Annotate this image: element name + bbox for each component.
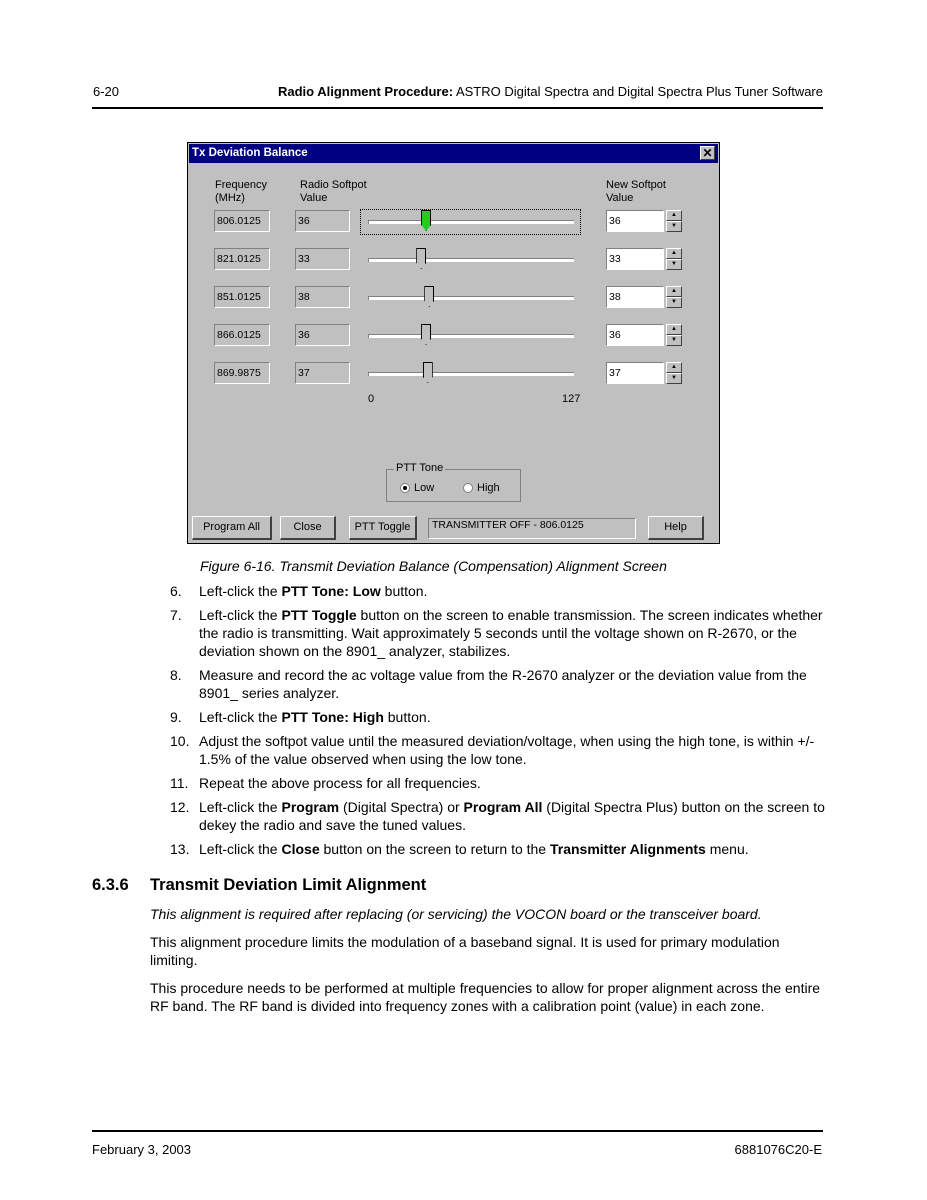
step-item (170, 798, 830, 834)
radio-softpot-field: 36 (295, 210, 350, 232)
step-fragment: Measure and record the ac voltage value from the R-2670 analyzer or the deviation value from the 8901_ series analyzer. (199, 667, 807, 701)
step-item (170, 666, 830, 702)
step-fragment: Adjust the softpot value until the measured deviation/voltage, when using the high tone, is within +/- 1.5% of the value observed when using the low tone. (199, 733, 815, 767)
step-item (170, 606, 830, 660)
softpot-slider-thumb[interactable] (416, 248, 426, 269)
radio-softpot-field: 36 (295, 324, 350, 346)
step-number: 8. (170, 667, 182, 683)
softpot-slider-thumb[interactable] (421, 324, 431, 345)
softpot-slider-track[interactable] (368, 258, 574, 262)
step-number: 7. (170, 607, 182, 623)
softpot-slider-track[interactable] (368, 372, 574, 376)
step-emphasis: PTT Tone: Low (281, 583, 381, 599)
spin-down-icon[interactable]: ▼ (666, 221, 682, 232)
ptt-tone-high-label[interactable]: High (477, 482, 500, 494)
frequency-field: 869.9875 (214, 362, 270, 384)
frequency-field: 821.0125 (214, 248, 270, 270)
step-fragment: Left-click the (199, 799, 282, 815)
spin-down-icon[interactable]: ▼ (666, 259, 682, 270)
frequency-header-line1: Frequency (215, 179, 267, 191)
spin-up-icon[interactable]: ▲ (666, 324, 682, 335)
section-heading (92, 876, 426, 895)
softpot-slider-track[interactable] (368, 296, 574, 300)
radio-softpot-field: 33 (295, 248, 350, 270)
frequency-field: 851.0125 (214, 286, 270, 308)
footer-date: February 3, 2003 (92, 1142, 192, 1157)
step-fragment: Left-click the (199, 607, 282, 623)
new-softpot-header-line1: New Softpot (606, 179, 666, 191)
new-softpot-input[interactable]: 37 (606, 362, 664, 384)
step-fragment: Left-click the (199, 841, 282, 857)
radio-softpot-header (300, 179, 367, 205)
new-softpot-header-line2: Value (606, 192, 634, 204)
radio-softpot-header-line1: Radio Softpot (300, 179, 367, 191)
step-text (199, 840, 830, 858)
frequency-field: 806.0125 (214, 210, 270, 232)
dialog-title: Tx Deviation Balance (192, 147, 308, 159)
step-text (199, 798, 830, 834)
running-header-bold: Radio Alignment Procedure: (278, 84, 454, 99)
step-number: 11. (170, 775, 189, 791)
step-item (170, 732, 830, 768)
step-item (170, 708, 830, 726)
section-paragraph: This procedure needs to be performed at multiple frequencies to allow for proper alignment across the entire RF band. The RF band is divided into frequency zones with a calibration point (value) in each zone. (150, 980, 821, 1014)
step-emphasis: Transmitter Alignments (549, 841, 706, 857)
slider-max-label: 127 (562, 393, 581, 405)
softpot-spinner[interactable] (666, 324, 682, 346)
step-fragment: button. (383, 709, 431, 725)
step-text (199, 606, 830, 660)
step-emphasis: Program All (463, 799, 543, 815)
softpot-slider-thumb[interactable] (424, 286, 434, 307)
step-number: 9. (170, 709, 182, 725)
spin-up-icon[interactable]: ▲ (666, 248, 682, 259)
radio-softpot-header-line2: Value (300, 192, 328, 204)
dialog-titlebar[interactable] (189, 144, 718, 163)
close-icon[interactable]: ✕ (700, 146, 715, 160)
step-emphasis: Program (281, 799, 340, 815)
step-fragment: (Digital Spectra) or (339, 799, 464, 815)
figure-caption: Figure 6-16. Transmit Deviation Balance (Compensation) Alignment Screen (200, 558, 667, 574)
step-fragment: button on the screen to return to the (319, 841, 550, 857)
spin-down-icon[interactable]: ▼ (666, 373, 682, 384)
section-note: This alignment is required after replacing (or servicing) the VOCON board or the transceiver board. (150, 906, 762, 922)
step-fragment: Left-click the (199, 709, 282, 725)
step-emphasis: PTT Toggle (281, 607, 357, 623)
tx-deviation-balance-dialog (187, 142, 720, 544)
step-text (199, 666, 830, 702)
step-fragment: Repeat the above process for all frequencies. (199, 775, 481, 791)
ptt-tone-low-label[interactable]: Low (414, 482, 435, 494)
slider-min-label: 0 (368, 393, 375, 405)
step-fragment: button on the screen to enable transmission. The screen indicates whether the radio is transmitting. Wait approximately 5 seconds until the voltage shown on R-2670, or the deviation shown on the 8901_ analyzer, stabilizes. (199, 607, 823, 659)
header-rule (92, 107, 823, 109)
help-button[interactable]: Help (648, 516, 704, 540)
step-emphasis: Close (281, 841, 320, 857)
step-fragment: (Digital Spectra Plus) button on the screen to dekey the radio and save the tuned values. (199, 799, 825, 833)
step-item (170, 582, 830, 600)
softpot-spinner[interactable] (666, 210, 682, 232)
step-text (199, 582, 830, 600)
frequency-field: 866.0125 (214, 324, 270, 346)
softpot-spinner[interactable] (666, 362, 682, 384)
section-paragraph: This alignment procedure limits the modulation of a baseband signal. It is used for primary modulation limiting. (150, 934, 780, 968)
new-softpot-input[interactable]: 33 (606, 248, 664, 270)
section-body (150, 905, 830, 1025)
frequency-header-line2: (MHz) (215, 192, 245, 204)
close-button[interactable]: Close (280, 516, 336, 540)
step-text (199, 732, 830, 768)
step-number: 6. (170, 583, 182, 599)
spin-up-icon[interactable]: ▲ (666, 362, 682, 373)
spin-down-icon[interactable]: ▼ (666, 297, 682, 308)
running-header-rest: ASTRO Digital Spectra and Digital Spectra Plus Tuner Software (453, 84, 823, 99)
footer-doc-number: 6881076C20-E (734, 1142, 822, 1157)
spin-up-icon[interactable]: ▲ (666, 286, 682, 297)
step-item (170, 840, 830, 858)
new-softpot-input[interactable]: 36 (606, 210, 664, 232)
new-softpot-header (606, 179, 666, 205)
step-number: 13. (170, 841, 190, 857)
softpot-slider-thumb[interactable] (423, 362, 433, 383)
transmitter-status: TRANSMITTER OFF - 806.0125 (428, 518, 636, 539)
ptt-tone-low-radio[interactable] (400, 483, 410, 493)
step-item (170, 774, 830, 792)
softpot-spinner[interactable] (666, 248, 682, 270)
step-fragment: button. (380, 583, 428, 599)
spin-down-icon[interactable]: ▼ (666, 335, 682, 346)
ptt-tone-high-radio[interactable] (463, 483, 473, 493)
softpot-slider-track[interactable] (368, 334, 574, 338)
step-fragment: menu. (705, 841, 749, 857)
frequency-header (215, 179, 267, 205)
program-all-button[interactable]: Program All (192, 516, 272, 540)
page-number: 6-20 (93, 84, 120, 99)
ptt-toggle-button[interactable]: PTT Toggle (349, 516, 417, 540)
spin-up-icon[interactable]: ▲ (666, 210, 682, 221)
section-title: Transmit Deviation Limit Alignment (150, 876, 427, 894)
step-fragment: Left-click the (199, 583, 282, 599)
step-number: 10. (170, 733, 190, 749)
step-text (199, 774, 830, 792)
radio-softpot-field: 38 (295, 286, 350, 308)
softpot-slider-track[interactable] (368, 220, 574, 224)
section-number: 6.3.6 (92, 876, 129, 894)
radio-softpot-field: 37 (295, 362, 350, 384)
procedure-steps (170, 582, 830, 864)
footer-rule (92, 1130, 823, 1132)
running-header (278, 84, 823, 99)
softpot-spinner[interactable] (666, 286, 682, 308)
new-softpot-input[interactable]: 36 (606, 324, 664, 346)
new-softpot-input[interactable]: 38 (606, 286, 664, 308)
ptt-tone-title: PTT Tone (396, 462, 444, 474)
step-number: 12. (170, 799, 190, 815)
step-emphasis: PTT Tone: High (281, 709, 384, 725)
step-text (199, 708, 830, 726)
